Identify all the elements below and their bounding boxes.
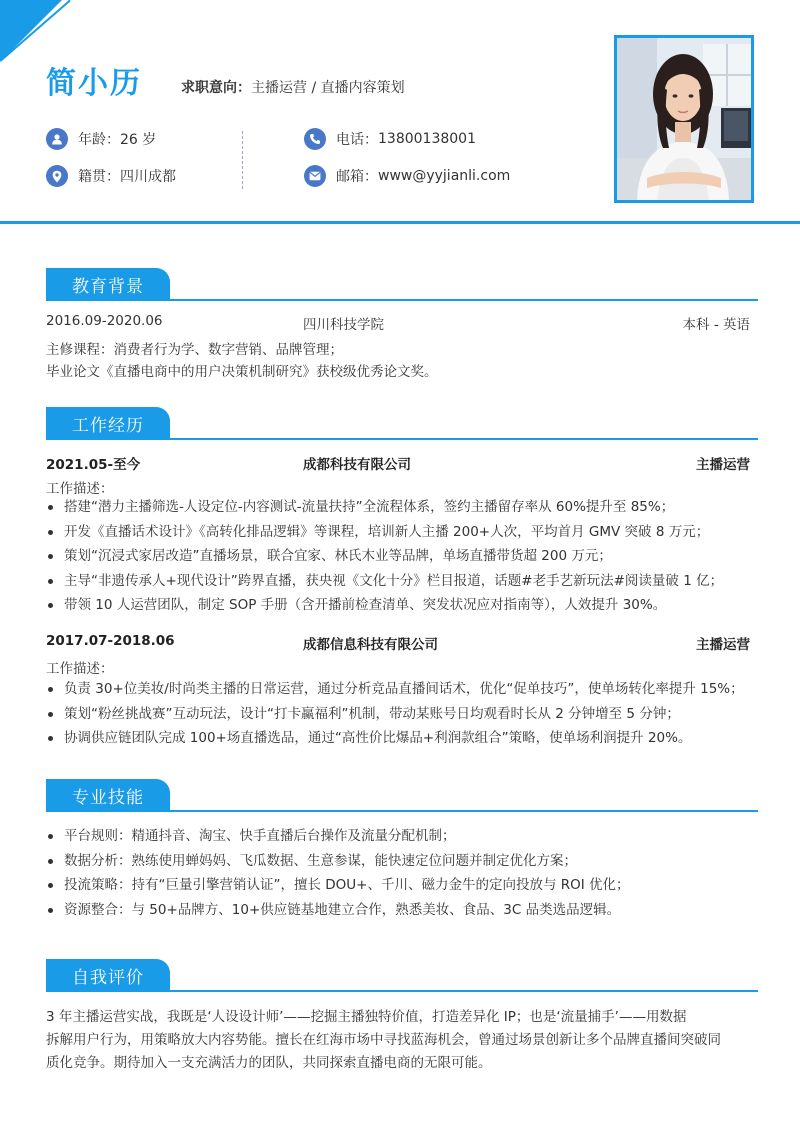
list-item: 平台规则：精通抖音、淘宝、快手直播后台操作及流量分配机制； (46, 824, 630, 849)
list-item: 数据分析：熟练使用蝉妈妈、飞瓜数据、生意参谋，能快速定位问题并制定优化方案； (46, 849, 630, 874)
list-item: 协调供应链团队完成 100+场直播选品，通过“高性价比爆品+利润款组合”策略，使单场利润提升 20%。 (46, 726, 744, 751)
list-item: 策划“沉浸式家居改造”直播场景，联合宜家、林氏木业等品牌，单场直播带货超 200 万元； (46, 544, 723, 569)
phone-label: 电话： (336, 132, 378, 148)
self-evaluation-line: 质化竞争。期待加入一支充满活力的团队，共同探索直播电商的无限可能。 (46, 1055, 492, 1071)
job-intent-label: 求职意向： (181, 80, 251, 96)
email-value: www@yyjianli.com (378, 168, 511, 184)
education-row (46, 313, 750, 333)
section-title-work: 工作经历 (46, 407, 170, 440)
list-item: 策划“粉丝挑战赛”互动玩法，设计“打卡赢福利”机制，带动某账号日均观看时长从 2 分钟增至 5 分钟； (46, 702, 744, 727)
education-school: 四川科技学院 (303, 317, 384, 333)
email-label: 邮箱： (336, 169, 378, 185)
job-header (46, 633, 750, 653)
mail-icon (304, 165, 326, 187)
job-company: 成都信息科技有限公司 (303, 637, 438, 653)
self-evaluation-line: 3 年主播运营实战，我既是‘人设设计师’——挖掘主播独特价值，打造差异化 IP；也是‘流量捕手’——用数据 (46, 1009, 687, 1025)
hometown-info (46, 165, 176, 187)
hometown-label: 籍贯： (78, 169, 120, 185)
job-role: 主播运营 (696, 637, 750, 653)
job-company: 成都科技有限公司 (303, 457, 411, 473)
list-item: 投流策略：持有“巨量引擎营销认证”，擅长 DOU+、千川、磁力金牛的定向投放与 ROI 优化； (46, 873, 630, 898)
self-evaluation (46, 1006, 758, 1075)
list-item: 主导“非遗传承人+现代设计”跨界直播，获央视《文化十分》栏目报道，话题#老手艺新玩法#阅读量破 1 亿； (46, 569, 723, 594)
education-courses: 主修课程：消费者行为学、数字营销、品牌管理； (46, 342, 343, 358)
hometown-value: 四川成都 (120, 169, 176, 185)
list-item: 开发《直播话术设计》《高转化排品逻辑》等课程，培训新人主播 200+人次，平均首月 GMV 突破 8 万元； (46, 520, 723, 545)
age-info (46, 128, 156, 150)
self-evaluation-line: 拆解用户行为，用策略放大内容势能。擅长在红海市场中寻找蓝海机会，曾通过场景创新让多个品牌直播间突破同 (46, 1032, 721, 1048)
phone-value: 13800138001 (378, 131, 476, 147)
info-divider (242, 131, 243, 189)
section-rule-education (46, 299, 758, 301)
job-desc-label: 工作描述： (46, 481, 114, 497)
user-icon (46, 128, 68, 150)
job-bullets (46, 677, 744, 751)
job-header (46, 453, 750, 473)
email-info (304, 165, 510, 187)
list-item: 搭建“潜力主播筛选-人设定位-内容测试-流量扶持”全流程体系，签约主播留存率从 60%提升至 85%； (46, 495, 723, 520)
location-icon (46, 165, 68, 187)
candidate-name: 简小历 (46, 66, 142, 101)
age-value: 26 岁 (120, 132, 157, 148)
job-period: 2021.05-至今 (46, 457, 141, 473)
job-bullets (46, 495, 723, 618)
profile-photo (614, 35, 754, 203)
age-label: 年龄： (78, 132, 120, 148)
education-thesis: 毕业论文《直播电商中的用户决策机制研究》获校级优秀论文奖。 (46, 364, 438, 380)
job-intent (181, 77, 405, 97)
job-desc-label: 工作描述： (46, 661, 114, 677)
section-rule-self (46, 990, 758, 992)
job-role: 主播运营 (696, 457, 750, 473)
section-title-education: 教育背景 (46, 268, 170, 301)
header-rule (0, 221, 800, 224)
list-item: 资源整合：与 50+品牌方、10+供应链基地建立合作，熟悉美妆、食品、3C 品类选品逻辑。 (46, 898, 630, 923)
phone-icon (304, 128, 326, 150)
list-item: 负责 30+位美妆/时尚类主播的日常运营，通过分析竞品直播间话术，优化“促单技巧”，使单场转化率提升 15%； (46, 677, 744, 702)
section-title-skills: 专业技能 (46, 779, 170, 812)
skills-bullets (46, 824, 630, 922)
section-rule-skills (46, 810, 758, 812)
list-item: 带领 10 人运营团队，制定 SOP 手册（含开播前检查清单、突发状况应对指南等），人效提升 30%。 (46, 593, 723, 618)
section-title-self: 自我评价 (46, 959, 170, 992)
education-period: 2016.09-2020.06 (46, 313, 163, 329)
phone-info (304, 128, 476, 150)
education-degree: 本科 - 英语 (682, 317, 750, 333)
job-intent-value: 主播运营 / 直播内容策划 (251, 80, 405, 96)
section-rule-work (46, 438, 758, 440)
job-period: 2017.07-2018.06 (46, 633, 175, 649)
